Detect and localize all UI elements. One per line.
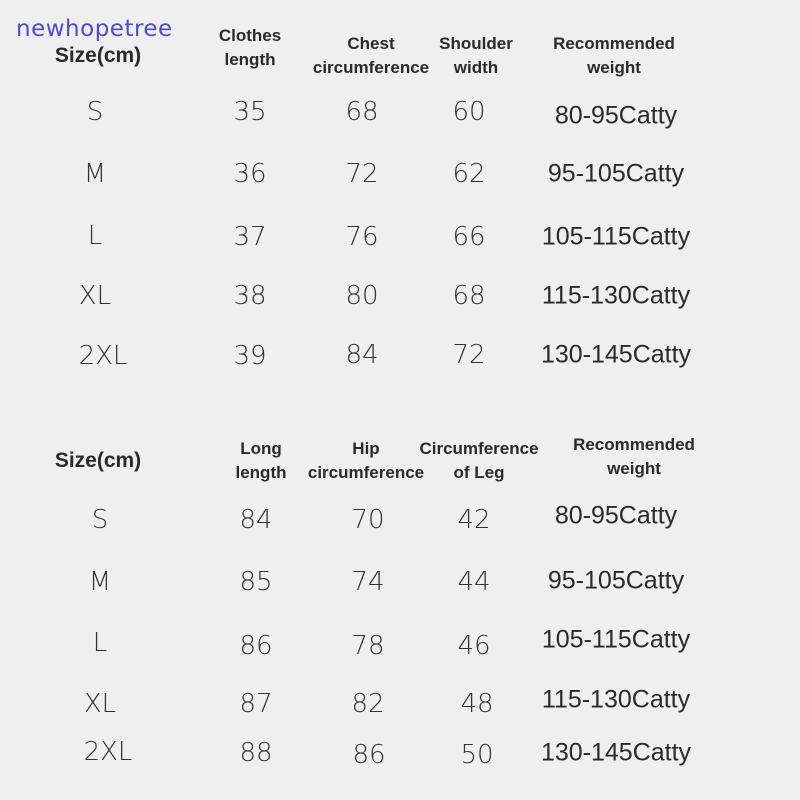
- table-cell: 84: [239, 505, 273, 535]
- column-header: Clothes length: [218, 26, 282, 69]
- table-cell: 48: [460, 689, 494, 719]
- table-cell: 44: [457, 567, 491, 597]
- size-label: 2XL: [83, 737, 133, 767]
- column-header: Hip circumference: [307, 439, 425, 482]
- table-cell: 38: [233, 281, 267, 311]
- weight-cell: 130-145Catty: [540, 340, 692, 369]
- size-label: XL: [78, 281, 112, 311]
- table-cell: 72: [345, 159, 379, 189]
- table-cell: 78: [351, 631, 385, 661]
- table-cell: 85: [239, 567, 273, 597]
- table-cell: 42: [457, 505, 491, 535]
- column-header: Long length: [235, 439, 287, 482]
- table-cell: 87: [239, 689, 273, 719]
- table-cell: 86: [239, 631, 273, 661]
- column-header: Shoulder width: [439, 34, 513, 77]
- weight-cell: 115-130Catty: [541, 685, 691, 714]
- size-label: S: [86, 97, 104, 127]
- column-header: Circumference of Leg: [419, 439, 539, 482]
- brand-watermark: newhopetree: [16, 16, 173, 42]
- size-label: XL: [83, 689, 117, 719]
- table-cell: 68: [452, 281, 486, 311]
- size-label: M: [83, 159, 107, 189]
- table-cell: 36: [233, 159, 267, 189]
- table-cell: 88: [239, 738, 273, 768]
- table-cell: 86: [352, 740, 386, 770]
- size-column-header: Size(cm): [54, 44, 142, 67]
- column-header: Recommended weight: [553, 34, 675, 77]
- weight-cell: 95-105Catty: [547, 159, 685, 188]
- table-cell: 66: [452, 222, 486, 252]
- table-cell: 82: [351, 689, 385, 719]
- weight-cell: 115-130Catty: [541, 281, 691, 310]
- table-cell: 46: [457, 631, 491, 661]
- table-cell: 39: [233, 341, 267, 371]
- weight-cell: 80-95Catty: [554, 101, 678, 130]
- table-cell: 37: [233, 222, 267, 252]
- size-label: L: [92, 628, 108, 658]
- table-cell: 72: [452, 340, 486, 370]
- table-cell: 80: [345, 281, 379, 311]
- size-column-header: Size(cm): [54, 449, 142, 472]
- table-cell: 35: [233, 97, 267, 127]
- table-cell: 70: [351, 505, 385, 535]
- weight-cell: 80-95Catty: [554, 501, 678, 530]
- size-label: 2XL: [78, 341, 128, 371]
- table-cell: 74: [351, 567, 385, 597]
- table-cell: 76: [345, 222, 379, 252]
- size-label: M: [88, 567, 112, 597]
- weight-cell: 130-145Catty: [540, 738, 692, 767]
- table-cell: 84: [345, 340, 379, 370]
- weight-cell: 105-115Catty: [541, 625, 691, 654]
- column-header: Recommended weight: [573, 435, 695, 478]
- table-cell: 68: [345, 97, 379, 127]
- table-cell: 60: [452, 97, 486, 127]
- size-label: L: [87, 221, 103, 251]
- weight-cell: 105-115Catty: [541, 222, 691, 251]
- weight-cell: 95-105Catty: [547, 566, 685, 595]
- column-header: Chest circumference: [312, 34, 430, 77]
- table-cell: 62: [452, 159, 486, 189]
- table-cell: 50: [460, 740, 494, 770]
- size-label: S: [91, 505, 109, 535]
